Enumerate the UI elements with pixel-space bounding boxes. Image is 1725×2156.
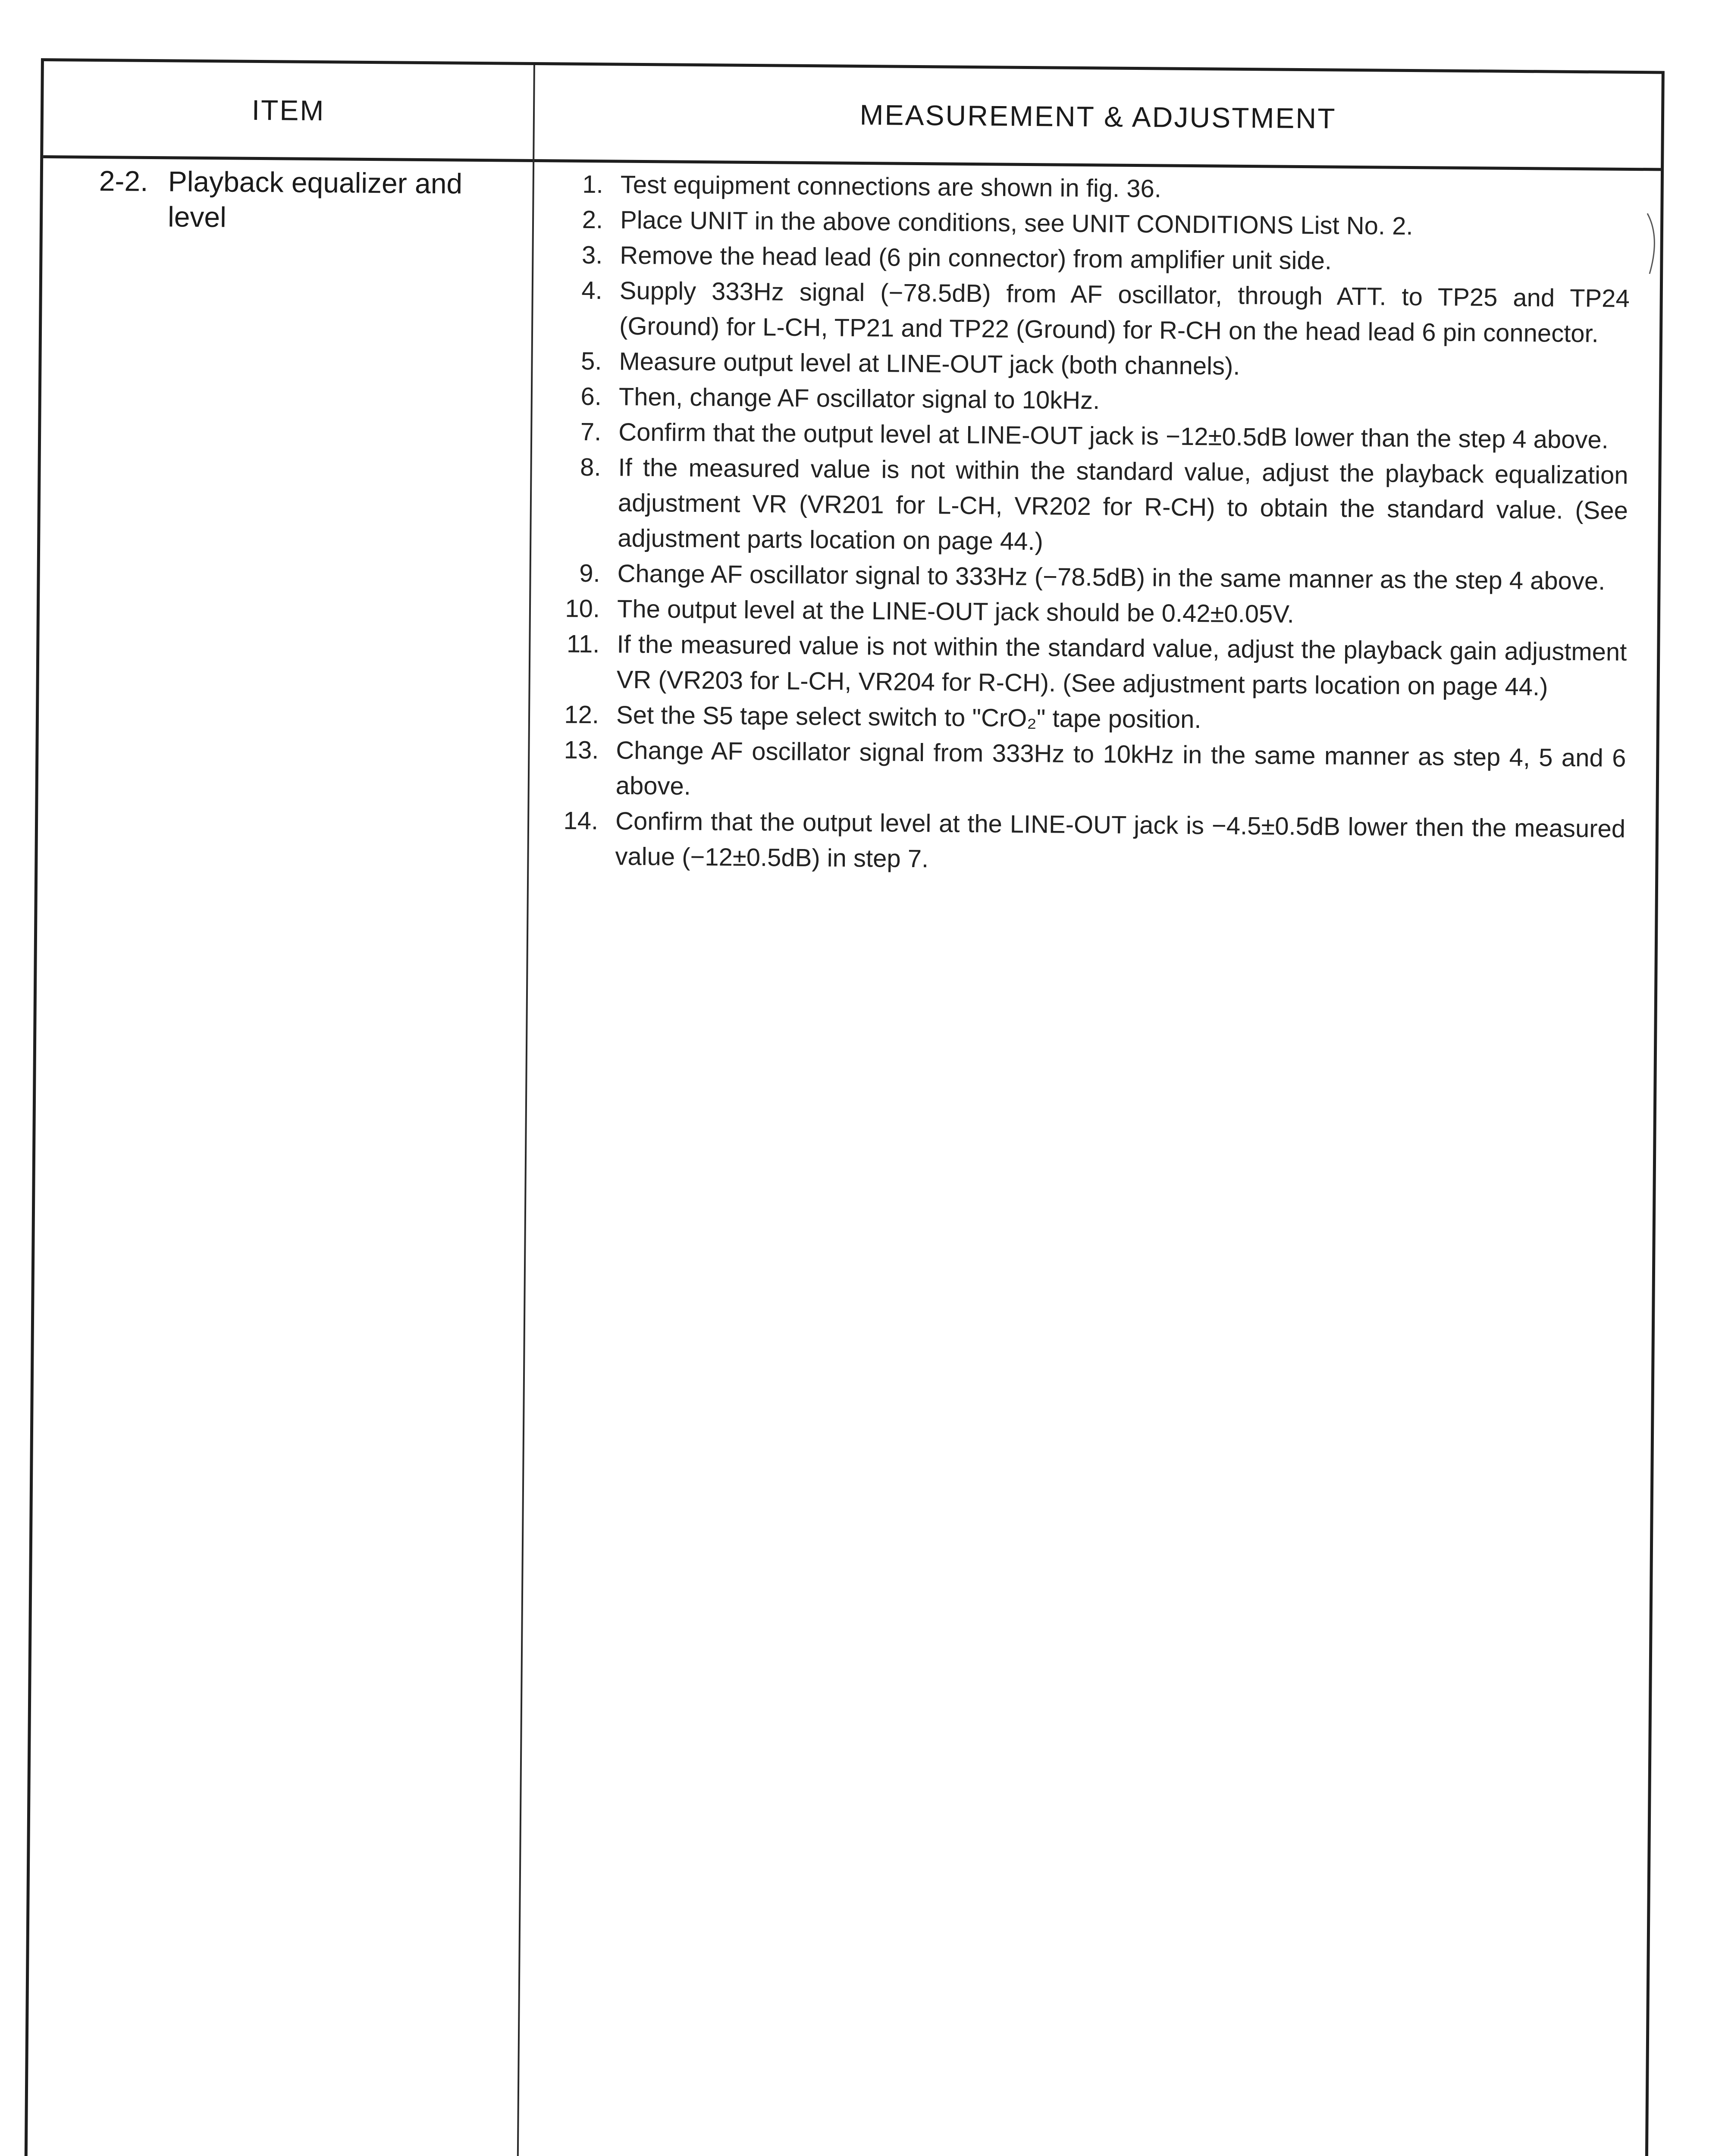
scan-bracket-mark bbox=[1645, 211, 1662, 276]
item-cell bbox=[43, 163, 533, 237]
step-text: Change AF oscillator signal to 333Hz (−78.5dB) in the same manner as the step 4 above. bbox=[617, 559, 1606, 595]
step-number: 3. bbox=[581, 241, 603, 270]
step-text: Place UNIT in the above conditions, see UNIT CONDITIONS List No. 2. bbox=[620, 206, 1413, 240]
procedure-steps bbox=[529, 166, 1661, 882]
step-text: If the measured value is not within the standard value, adjust the playback gain adjustment VR (VR203 for L-CH, VR204 for R-CH). (See adjustment parts location on page 44.) bbox=[616, 630, 1627, 701]
step-item bbox=[529, 803, 1625, 882]
step-number: 1. bbox=[582, 170, 603, 199]
step-number: 12. bbox=[564, 700, 599, 729]
step-item bbox=[531, 449, 1628, 564]
item-title: Playback equalizer and level bbox=[167, 165, 463, 233]
step-number: 10. bbox=[565, 594, 600, 623]
step-number: 8. bbox=[580, 453, 601, 482]
step-number: 2. bbox=[582, 205, 603, 234]
step-number: 14. bbox=[563, 806, 599, 835]
step-item bbox=[529, 732, 1626, 812]
step-text: Change AF oscillator signal from 333Hz to 10kHz in the same manner as step 4, 5 and 6 above. bbox=[615, 736, 1626, 800]
step-text: Measure output level at LINE-OUT jack (both channels). bbox=[619, 347, 1240, 380]
step-text: Supply 333Hz signal (−78.5dB) from AF oscillator, through ATT. to TP25 and TP24 (Ground) for L-CH, TP21 and TP22 (Ground) for R-CH on the head lead 6 pin connector. bbox=[619, 276, 1630, 348]
step-number: 6. bbox=[580, 382, 602, 411]
step-number: 11. bbox=[566, 630, 600, 658]
item-number: 2-2. bbox=[99, 165, 148, 197]
step-text: Confirm that the output level at LINE-OUT jack is −12±0.5dB lower than the step 4 above. bbox=[618, 418, 1609, 454]
step-number: 9. bbox=[579, 559, 600, 588]
header-measurement: MEASUREMENT & ADJUSTMENT bbox=[859, 98, 1336, 135]
step-number: 7. bbox=[580, 417, 602, 446]
step-text: Remove the head lead (6 pin connector) from amplifier unit side. bbox=[620, 241, 1332, 275]
step-item bbox=[533, 273, 1630, 352]
step-text: If the measured value is not within the standard value, adjust the playback equalization adjustment VR (VR201 for L-CH, VR202 for R-CH) to obtain the standard value. (See adjustment parts location on page 44.) bbox=[618, 453, 1628, 556]
step-text: Test equipment connections are shown in fig. 36. bbox=[620, 170, 1162, 203]
adjustment-table bbox=[24, 58, 1665, 2156]
header-item: ITEM bbox=[251, 94, 325, 127]
table-header-row bbox=[43, 61, 1662, 171]
step-text: Confirm that the output level at the LINE-OUT jack is −4.5±0.5dB lower then the measured value (−12±0.5dB) in step 7. bbox=[615, 807, 1626, 873]
step-text: Set the S5 tape select switch to "CrO₂" tape position. bbox=[616, 701, 1201, 734]
step-text: Then, change AF oscillator signal to 10kHz. bbox=[618, 382, 1100, 415]
step-number: 13. bbox=[564, 736, 599, 765]
step-text: The output level at the LINE-OUT jack should be 0.42±0.05V. bbox=[617, 595, 1295, 628]
step-number: 4. bbox=[581, 276, 603, 305]
step-item bbox=[530, 626, 1627, 705]
step-number: 5. bbox=[580, 347, 602, 376]
